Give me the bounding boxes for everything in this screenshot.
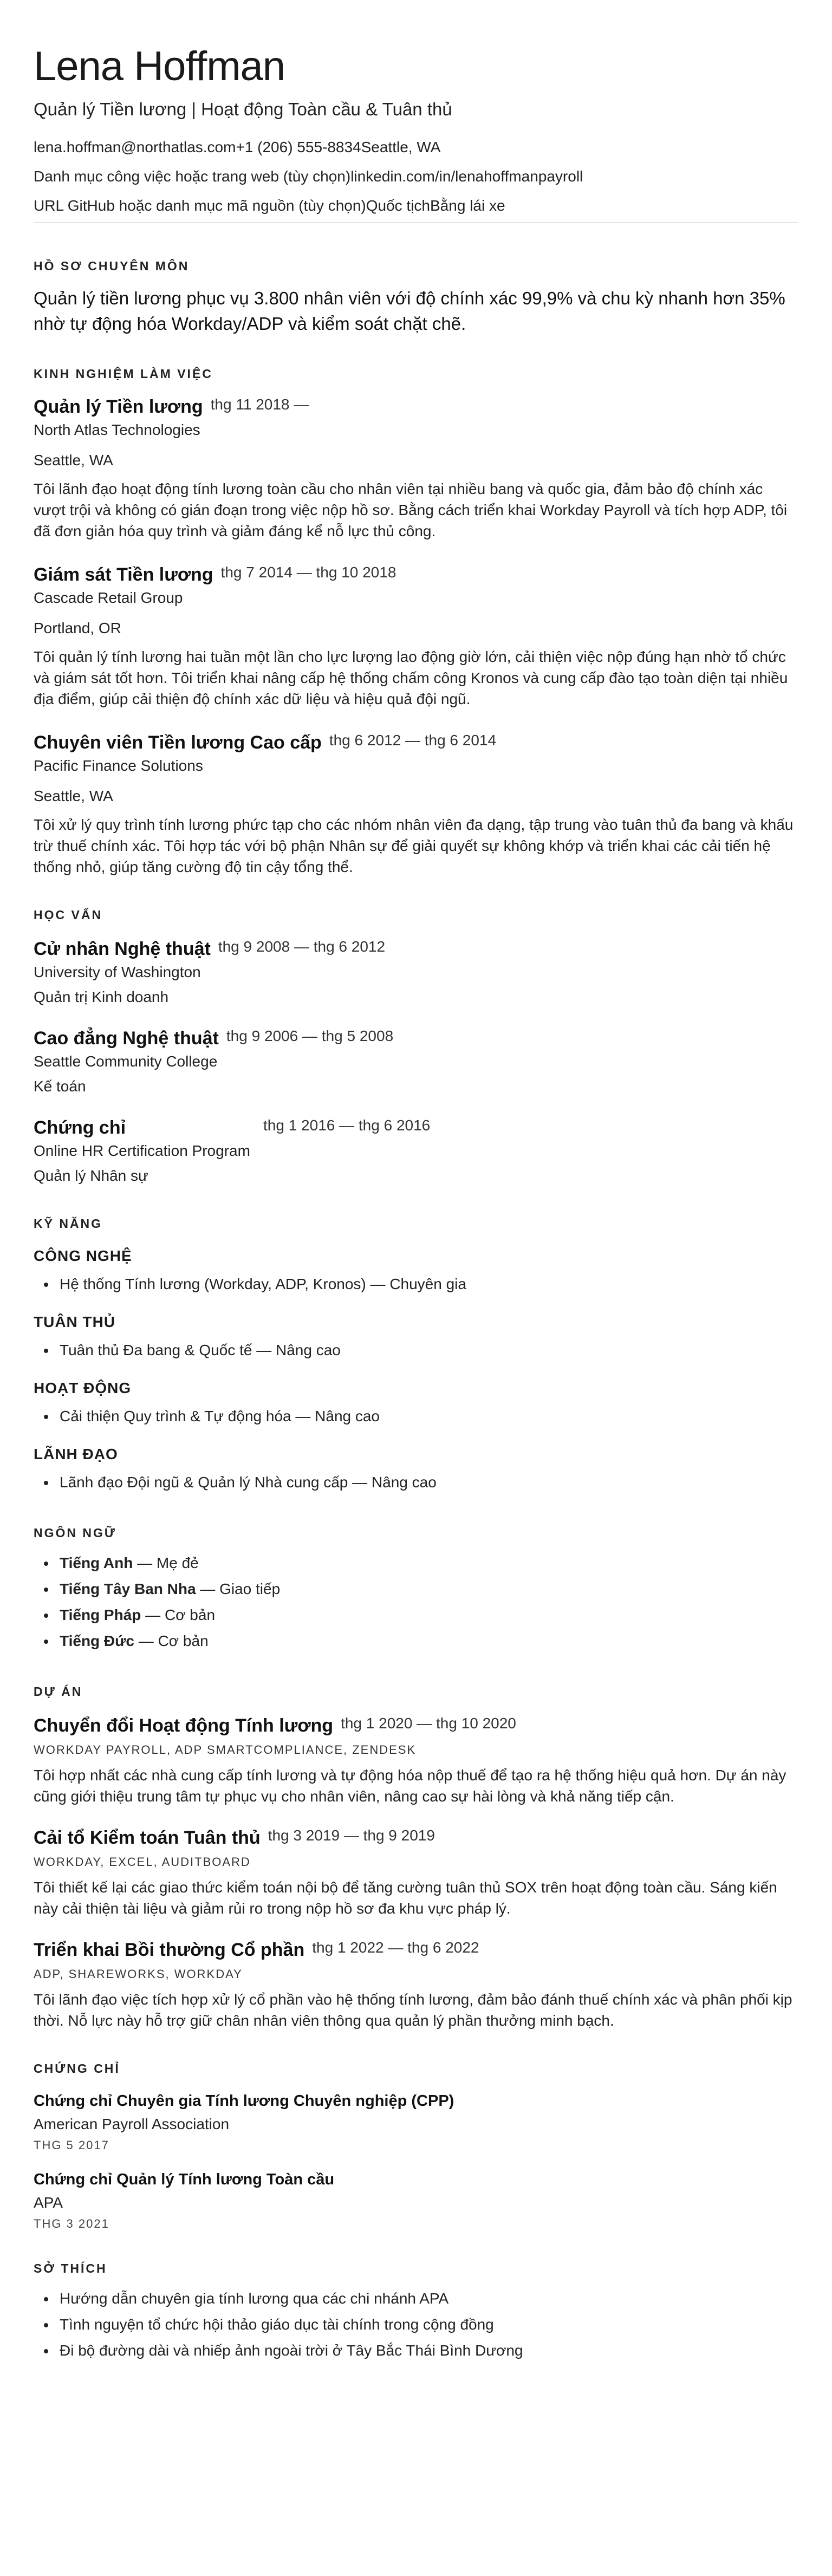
interest-item: • Hướng dẫn chuyên gia tính lương qua các chi nhánh APA [56, 2286, 798, 2312]
skill-list [34, 1403, 798, 1429]
degree-title: Chứng chỉ [34, 1117, 126, 1138]
field-of-study: Quản trị Kinh doanh [34, 988, 169, 1005]
job-description: Tôi quản lý tính lương hai tuần một lần cho lực lượng lao động giờ lớn, cải thiện việc nộp đúng hạn nhờ tổ chức và giám sát tốt hơn. Tôi triển khai nâng cấp hệ thống chấm công Kronos và cung cấp đào tạo toàn diện tại nhiều địa điểm, giúp cải thiện độ chính xác dữ liệu và hiệu quả đội ngũ. [34, 648, 788, 707]
language-list [34, 1550, 798, 1654]
certification-entry [34, 2092, 798, 2152]
school-name: Online HR Certification Program [34, 1142, 250, 1159]
language-item [56, 1602, 798, 1628]
project-entry [34, 1715, 798, 1807]
section-title-languages: NGÔN NGỮ [34, 1526, 116, 1540]
section-title-profile: HỒ SƠ CHUYÊN MÔN [34, 259, 190, 273]
project-name: Cải tổ Kiểm toán Tuân thủ [34, 1827, 261, 1848]
skill-item: • Tuân thủ Đa bang & Quốc tế — Nâng cao [56, 1337, 798, 1363]
job-title: Quản lý Tiền lương [34, 396, 203, 417]
skill-group-title: HOẠT ĐỘNG [34, 1380, 132, 1396]
skill-group-title: LÃNH ĐẠO [34, 1446, 118, 1462]
education-section [34, 908, 798, 1186]
language-level: — Cơ bản [141, 1606, 216, 1623]
skill-group-title: TUÂN THỦ [34, 1313, 116, 1330]
interest-list [34, 2286, 798, 2364]
contact-line-website-linkedin: Danh mục công việc hoặc trang web (tùy chọn)linkedin.com/in/lenahoffmanpayroll [34, 168, 583, 185]
skills-section [34, 1217, 798, 1495]
skill-list [34, 1271, 798, 1297]
section-title-skills: KỸ NĂNG [34, 1217, 103, 1231]
section-title-projects: DỰ ÁN [34, 1684, 83, 1699]
section-title-certifications: CHỨNG CHỈ [34, 2061, 120, 2076]
certifications-section [34, 2061, 798, 2231]
certification-name: Chứng chỉ Quản lý Tính lương Toàn cầu [34, 2171, 335, 2188]
company-name: North Atlas Technologies [34, 421, 200, 438]
project-description: Tôi hợp nhất các nhà cung cấp tính lương và tự động hóa nộp thuế để tạo ra hệ thống hiệu quả hơn. Dự án này cũng giới thiệu trung tâm tự phục vụ cho nhân viên, nâng cao sự hài lòng và khả năng tiếp cận. [34, 1767, 786, 1805]
header-divider [34, 222, 798, 223]
language-item [56, 1576, 798, 1602]
job-location: Seattle, WA [34, 452, 113, 469]
language-name: Tiếng Pháp [60, 1606, 141, 1623]
section-title-experience: KINH NGHIỆM LÀM VIỆC [34, 367, 213, 381]
certification-entry [34, 2171, 798, 2231]
language-level: — Giao tiếp [196, 1580, 281, 1597]
candidate-name: Lena Hoffman [34, 43, 285, 89]
project-dates: thg 1 2020 — thg 10 2020 [341, 1715, 516, 1732]
project-dates: thg 3 2019 — thg 9 2019 [268, 1827, 435, 1844]
job-title: Chuyên viên Tiền lương Cao cấp [34, 732, 322, 753]
certification-issuer: APA [34, 2194, 63, 2211]
degree-title: Cử nhân Nghệ thuật [34, 939, 211, 959]
language-name: Tiếng Tây Ban Nha [60, 1580, 196, 1597]
education-entry [34, 1117, 798, 1186]
skill-list [34, 1337, 798, 1363]
experience-section [34, 367, 798, 877]
languages-section [34, 1526, 798, 1654]
job-dates: thg 7 2014 — thg 10 2018 [220, 564, 396, 581]
project-dates: thg 1 2022 — thg 6 2022 [312, 1939, 479, 1956]
interests-section [34, 2261, 798, 2364]
degree-title: Cao đẳng Nghệ thuật [34, 1028, 219, 1049]
profile-summary: Quản lý tiền lương phục vụ 3.800 nhân viên với độ chính xác 99,9% và chu kỳ nhanh hơn 35% nhờ tự động hóa Workday/ADP và kiểm soát chặt chẽ. [34, 288, 785, 334]
education-dates: thg 1 2016 — thg 6 2016 [263, 1117, 431, 1134]
language-item [56, 1628, 798, 1654]
experience-entry [34, 396, 798, 542]
certification-name: Chứng chỉ Chuyên gia Tính lương Chuyên nghiệp (CPP) [34, 2092, 454, 2110]
school-name: Seattle Community College [34, 1053, 218, 1070]
language-name: Tiếng Đức [60, 1632, 135, 1649]
language-level: — Mẹ đẻ [133, 1554, 199, 1571]
job-title: Giám sát Tiền lương [34, 564, 213, 585]
school-name: University of Washington [34, 964, 201, 980]
language-item [56, 1550, 798, 1576]
experience-entry [34, 732, 798, 877]
section-title-interests: SỞ THÍCH [34, 2261, 107, 2275]
job-location: Portland, OR [34, 620, 121, 636]
certification-date: THG 5 2017 [34, 2138, 109, 2152]
skill-item: • Hệ thống Tính lương (Workday, ADP, Kronos) — Chuyên gia [56, 1271, 798, 1297]
education-entry [34, 1028, 798, 1097]
candidate-headline: Quản lý Tiền lương | Hoạt động Toàn cầu & Tuân thủ [34, 99, 452, 119]
contact-line-github-nationality-license: URL GitHub hoặc danh mục mã nguồn (tùy chọn)Quốc tịchBằng lái xe [34, 197, 505, 214]
skill-item: • Cải thiện Quy trình & Tự động hóa — Nâng cao [56, 1403, 798, 1429]
job-dates: thg 6 2012 — thg 6 2014 [329, 732, 497, 749]
education-entry [34, 939, 798, 1007]
project-name: Chuyển đổi Hoạt động Tính lương [34, 1715, 334, 1736]
experience-entry [34, 564, 798, 710]
field-of-study: Kế toán [34, 1078, 86, 1095]
job-dates: thg 11 2018 — [210, 396, 309, 413]
company-name: Cascade Retail Group [34, 589, 183, 606]
education-dates: thg 9 2006 — thg 5 2008 [226, 1027, 394, 1044]
certification-issuer: American Payroll Association [34, 2116, 230, 2132]
interest-item: • Đi bộ đường dài và nhiếp ảnh ngoài trời ở Tây Bắc Thái Bình Dương [56, 2338, 798, 2364]
project-description: Tôi thiết kế lại các giao thức kiểm toán nội bộ để tăng cường tuân thủ SOX trên hoạt động toàn cầu. Sáng kiến này cải thiện tài liệu và giảm rủi ro trong nộp hồ sơ đa khu vực pháp lý. [34, 1879, 777, 1917]
contact-line-email-phone-location: lena.hoffman@northatlas.com+1 (206) 555-8834Seattle, WA [34, 139, 441, 155]
section-title-education: HỌC VẤN [34, 908, 103, 922]
profile-section [34, 259, 798, 336]
interest-item: • Tình nguyện tổ chức hội thảo giáo dục tài chính trong cộng đồng [56, 2312, 798, 2338]
language-level: — Cơ bản [134, 1632, 209, 1649]
job-description: Tôi lãnh đạo hoạt động tính lương toàn cầu cho nhân viên tại nhiều bang và quốc gia, đảm bảo độ chính xác vượt trội và không có gián đoạn trong việc nộp hồ sơ. Bằng cách triển khai Workday Payroll và tích hợp ADP, tôi đã đơn giản hóa quy trình và giảm đáng kể nỗ lực thủ công. [34, 480, 788, 539]
skill-list [34, 1469, 798, 1495]
projects-section [34, 1684, 798, 2031]
project-description: Tôi lãnh đạo việc tích hợp xử lý cổ phần vào hệ thống tính lương, đảm bảo đánh thuế chính xác và phân phối kịp thời. Nỗ lực này hỗ trợ giữ chân nhân viên thông qua quản lý phần thưởng minh bạch. [34, 1991, 792, 2029]
field-of-study: Quản lý Nhân sự [34, 1167, 148, 1184]
project-tags: WORKDAY, EXCEL, AUDITBOARD [34, 1855, 251, 1869]
education-dates: thg 9 2008 — thg 6 2012 [218, 938, 386, 955]
project-tags: WORKDAY PAYROLL, ADP SMARTCOMPLIANCE, ZENDESK [34, 1743, 417, 1757]
skill-group-title: CÔNG NGHỆ [34, 1247, 132, 1264]
job-description: Tôi xử lý quy trình tính lương phức tạp cho các nhóm nhân viên đa dạng, tập trung vào tuân thủ đa bang và khấu trừ thuế chính xác. Tôi hợp tác với bộ phận Nhân sự để giải quyết sự không khớp và triển khai các cải tiến hệ thống nhỏ, giúp tăng cường độ tin cậy tổng thể. [34, 816, 794, 875]
language-name: Tiếng Anh [60, 1554, 133, 1571]
skill-item: • Lãnh đạo Đội ngũ & Quản lý Nhà cung cấp — Nâng cao [56, 1469, 798, 1495]
company-name: Pacific Finance Solutions [34, 757, 203, 774]
project-tags: ADP, SHAREWORKS, WORKDAY [34, 1967, 243, 1981]
certification-date: THG 3 2021 [34, 2217, 109, 2230]
project-name: Triển khai Bồi thường Cổ phần [34, 1940, 305, 1960]
project-entry [34, 1940, 798, 2031]
job-location: Seattle, WA [34, 788, 113, 804]
project-entry [34, 1827, 798, 1919]
